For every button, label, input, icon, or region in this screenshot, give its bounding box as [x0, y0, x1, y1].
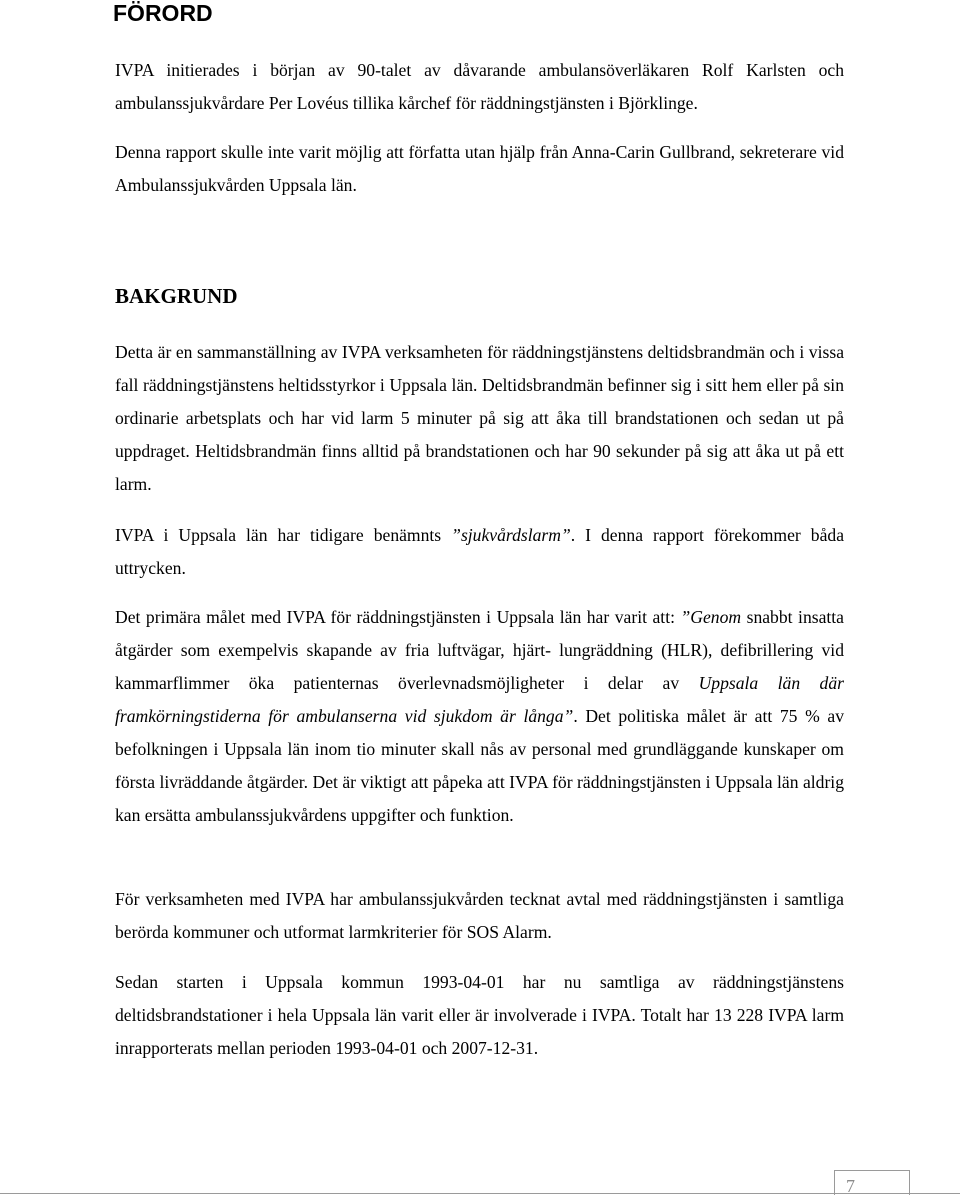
- page-number: 7: [846, 1176, 855, 1196]
- foror-paragraph-2: Denna rapport skulle inte varit möjlig att författa utan hjälp från Anna-Carin Gullbrand, sekreterare vid Ambulanssjukvården Uppsala län.: [115, 142, 844, 195]
- bakgrund-paragraph-5: Sedan starten i Uppsala kommun 1993-04-01 har nu samtliga av räddningstjänstens deltidsbrandstationer i hela Uppsala län varit eller är involverade i IVPA. Totalt har 13 228 IVPA larm inrapporterats mellan perioden 1993-04-01 och 2007-12-31.: [115, 972, 844, 1058]
- bakgrund-paragraph-3: [115, 601, 844, 832]
- foror-paragraph-1: IVPA initierades i början av 90-talet av dåvarande ambulansöverläkaren Rolf Karlsten och ambulanssjukvårdare Per Lovéus tillika kårchef för räddningstjänsten i Björklinge.: [115, 60, 844, 113]
- footer-rule: [0, 1193, 960, 1194]
- bakgrund-paragraph-4: För verksamheten med IVPA har ambulanssjukvården tecknat avtal med räddningstjänsten i samtliga berörda kommuner och utformat larmkriterier för SOS Alarm.: [115, 889, 844, 942]
- section-heading-foror: FÖRORD: [113, 0, 213, 26]
- bakgrund-paragraph-2: [115, 519, 844, 585]
- bakgrund-p2-text-end: . I denna rapport förekommer båda uttrycken.: [115, 525, 845, 578]
- bakgrund-p3-quote-open: ”Genom: [680, 607, 742, 627]
- bakgrund-p2-emphasis: ”sjukvårdslarm”: [451, 525, 571, 545]
- section-heading-bakgrund: BAKGRUND: [115, 284, 238, 308]
- bakgrund-p2-text-start: IVPA i Uppsala län har tidigare benämnts: [115, 525, 452, 545]
- bakgrund-p3-text-middle: snabbt insatta åtgärder som exempelvis skapande av fria luftvägar, hjärt- lungräddning (HLR), defibrillering vid kammarflimmer öka patienternas överlevnadsmöjligheter i delar av: [115, 607, 844, 693]
- bakgrund-p3-text-start: Det primära målet med IVPA för räddningstjänsten i Uppsala län har varit att:: [115, 607, 681, 627]
- bakgrund-p3-quote-close: Uppsala län där framkörningstiderna för ambulanserna vid sjukdom är långa”: [115, 673, 844, 726]
- bakgrund-paragraph-1: Detta är en sammanställning av IVPA verksamheten för räddningstjänstens deltidsbrandmän och i vissa fall räddningstjänstens heltidsstyrkor i Uppsala län. Deltidsbrandmän befinner sig i sitt hem eller på sin ordinarie arbetsplats och har vid larm 5 minuter på sig att åka till brandstationen och sedan ut på uppdraget. Heltidsbrandmän finns alltid på brandstationen och har 90 sekunder på sig att åka ut på ett larm.: [115, 342, 844, 494]
- bakgrund-p3-text-end: . Det politiska målet är att 75 % av befolkningen i Uppsala län inom tio minuter skall nås av personal med grundläggande kunskaper om första livräddande åtgärder. Det är viktigt att påpeka att IVPA för räddningstjänsten i Uppsala län aldrig kan ersätta ambulanssjukvårdens uppgifter och funktion.: [115, 706, 844, 825]
